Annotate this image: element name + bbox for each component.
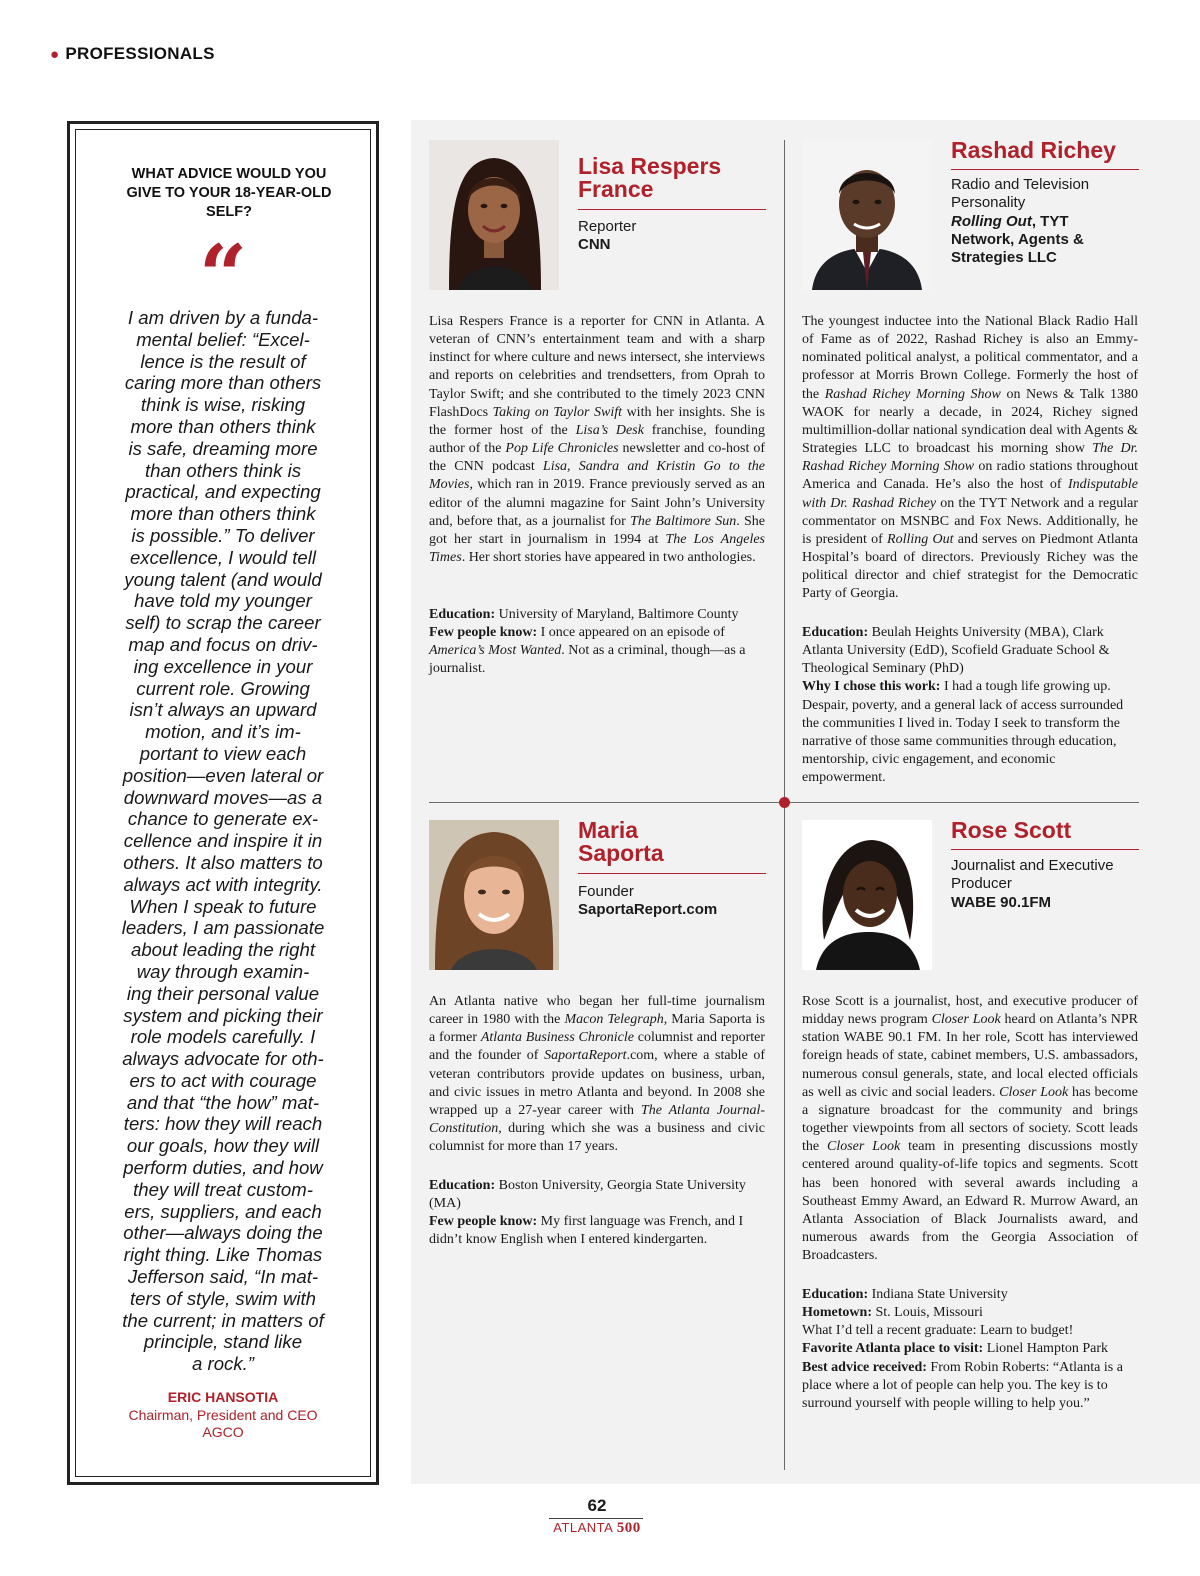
- fact-item: [802, 1359, 1138, 1413]
- profile-role-maria: [578, 883, 717, 920]
- fact-label: Best advice received:: [802, 1359, 927, 1375]
- text-run: columnist and reporter and the founder of: [429, 1030, 765, 1064]
- italic-title: Macon Telegraph: [564, 1012, 664, 1028]
- quote-line: leaders, I am passionate: [121, 917, 325, 939]
- fact-item: [802, 678, 1138, 787]
- footer-brand: [0, 1520, 1194, 1537]
- role-org: [951, 213, 1089, 231]
- quote-line: ing excellence in your: [133, 655, 313, 677]
- italic-title: Pop Life Chronicles: [505, 441, 619, 457]
- profile-bio-rose: [802, 993, 1138, 1265]
- italic-title: Rolling Out: [887, 531, 954, 547]
- quote-line: motion, and it’s im-: [145, 721, 301, 743]
- italic-title: The Los Angeles Times: [429, 531, 765, 566]
- quote-line: downward moves—as a: [123, 786, 323, 808]
- profile-photo-lisa: [429, 140, 559, 290]
- name-line: Lisa Respers: [578, 153, 722, 179]
- profile-bio-rashad: [802, 313, 1138, 604]
- italic-title: Closer Look: [999, 1084, 1069, 1100]
- quote-line: than others think is: [144, 459, 302, 481]
- quote-line: Jefferson said, “In mat-: [127, 1266, 319, 1288]
- fact-label: Why I chose this work:: [802, 679, 941, 695]
- quote-line: lence is the result of: [140, 350, 306, 372]
- brand-text: ATLANTA: [553, 1520, 613, 1535]
- quote-line: ters of style, swim with: [130, 1287, 316, 1309]
- quote-line: position—even lateral or: [122, 764, 324, 786]
- text-run: team in presenting discussions mostly centered around quality-of-life topics and segments. Scott has been honored with several awards including a Southeast Emmy Award, an Edward R. Murrow Award, an Atlanta Association of Black Journalists award, and numerous awards from the Georgia Association of Broadcasters.: [802, 1139, 1138, 1264]
- text-run: with her insights. She is the former host of the: [429, 404, 765, 438]
- text-run: I had a tough life growing up. Despair, poverty, and a general lack of access surrounded the communities I lived in. Today I seek to transform the narrative of those same communities through education, mentorship, civic engagement, and economic empowerment.: [802, 679, 1124, 786]
- fact-label: Education:: [802, 625, 869, 640]
- fact-label: Few people know:: [429, 1214, 538, 1230]
- text-run: An Atlanta native who began her full-time journalism career in 1980 with the: [429, 994, 765, 1028]
- profile-role-lisa: [578, 218, 636, 255]
- fact-item: [802, 1304, 1138, 1322]
- quote-line: ers, suppliers, and each: [124, 1200, 322, 1222]
- quote-line: our goals, how they will: [126, 1135, 320, 1157]
- profile-name-maria: [578, 819, 664, 865]
- quote-author-title: [76, 1407, 370, 1441]
- italic-title: Rashad Richey Morning Show: [824, 386, 1001, 402]
- quote-line: always act with integrity.: [123, 873, 323, 895]
- text-run: Lisa Respers France is a reporter for CNN in Atlanta. A veteran of CNN’s entertainment team and with a sharp instinct for where culture and news intersect, she interviews and reports on celebrities and trendsetters, from Oprah to Taylor Swift; and she contributed to the timely 2023 CNN FlashDocs: [429, 314, 765, 420]
- text-run: , which ran in 2019. France previously served as an editor of the alumni magazine for Saint John’s University and, before that, as a journalist for: [429, 477, 765, 529]
- quote-line: cellence and inspire it in: [123, 830, 323, 852]
- italic-title: SaportaReport: [544, 1048, 627, 1064]
- profile-facts-rashad: [802, 624, 1138, 787]
- quote-line: about leading the right: [130, 939, 315, 961]
- quote-line: and that “the how” mat-: [126, 1091, 320, 1113]
- text-run: . Her short stories have appeared in two anthologies.: [461, 550, 756, 566]
- profile-bio-lisa: [429, 313, 765, 567]
- italic-title: The Atlanta Journal-Constitution: [429, 1102, 765, 1137]
- italic-title: Closer Look: [931, 1012, 1001, 1028]
- quote-line: portant to view each: [139, 742, 307, 764]
- fact-item: [802, 1322, 1138, 1340]
- quote-line: others. It also matters to: [123, 851, 323, 873]
- name-rule: [578, 873, 766, 874]
- text-run: , Maria Saporta is a former: [429, 1012, 766, 1046]
- name-line: France: [578, 176, 654, 202]
- text-run: newsletter and co-host of the CNN podcast: [429, 441, 765, 475]
- role-org-italic: Rolling Out: [951, 212, 1032, 230]
- sidebar-quote: [88, 307, 358, 1375]
- role-org: CNN: [578, 236, 611, 254]
- text-run: Lionel Hampton Park: [983, 1341, 1108, 1357]
- text-run: , during which she was a business and civic columnist for more than 17 years.: [429, 1121, 765, 1155]
- text-run: . She got her start in journalism in 1994 at: [429, 513, 765, 547]
- author-org-line: AGCO: [202, 1424, 244, 1440]
- quote-line: ers to act with courage: [129, 1069, 317, 1091]
- author-title-line: Chairman, President and CEO: [128, 1407, 318, 1423]
- quote-line: practical, and expecting: [125, 481, 321, 503]
- role-title: Radio and Television: [951, 176, 1090, 193]
- text-run: The youngest inductee into the National Black Radio Hall of Fame as of 2022, Rashad Richey is also an Emmy-nominated political analyst, a political commentator, and a professor at Morris Brown College. Formerly the host of the: [802, 314, 1138, 402]
- italic-title: Lisa’s Desk: [575, 422, 644, 438]
- text-run: on the TYT Network and a regular commentator on MSNBC and Fox News. Additionally, he is president of: [802, 495, 1138, 547]
- fact-label: Favorite Atlanta place to visit:: [802, 1341, 984, 1357]
- brand-number: 500: [616, 1520, 641, 1536]
- quote-line: more than others think: [130, 415, 316, 437]
- text-run: What I’d tell a recent graduate: Learn to budget!: [802, 1323, 1074, 1339]
- italic-title: The Baltimore Sun: [630, 513, 737, 529]
- role-org-rest: , TYT: [1031, 212, 1069, 230]
- fact-label: Few people know:: [429, 625, 538, 641]
- fact-label: Hometown:: [802, 1305, 872, 1321]
- fact-item: [429, 1177, 765, 1213]
- fact-item: [802, 1340, 1138, 1358]
- quote-line: self) to scrap the career: [125, 612, 321, 634]
- quote-line: perform duties, and how: [123, 1157, 323, 1179]
- text-run: St. Louis, Missouri: [872, 1305, 983, 1321]
- quote-line: the current; in matters of: [122, 1309, 324, 1331]
- text-run: heard on Atlanta’s NPR station WABE 90.1 FM. In her role, Scott has interviewed foreign heads of state, cabinet members, U.S. ambassadors, numerous consul generals, state, and local elected officials as well as civic and social leaders.: [802, 1012, 1138, 1100]
- bullet-icon: ●: [50, 46, 60, 63]
- profile-bio-maria: [429, 993, 765, 1156]
- fact-item: [802, 1286, 1138, 1304]
- quote-line: more than others think: [130, 503, 316, 525]
- italic-title: Indisputable with Dr. Rashad Richey: [802, 477, 1138, 511]
- italic-title: America’s Most Wanted: [429, 643, 562, 659]
- quote-line: caring more than others: [124, 372, 322, 394]
- profile-photo-rashad: [802, 140, 932, 290]
- quote-line: current role. Growing: [136, 677, 310, 699]
- portrait-man-suit-icon: [802, 140, 932, 290]
- quote-line: always advocate for oth-: [122, 1048, 324, 1070]
- italic-title: Atlanta Business Chronicle: [480, 1030, 635, 1046]
- profile-name-rose: Rose Scott: [951, 817, 1072, 843]
- fact-item: [802, 624, 1138, 678]
- quote-line: is possible.” To deliver: [131, 524, 315, 546]
- italic-title: Taking on Taylor Swift: [492, 404, 623, 420]
- sidebar-heading: WHAT ADVICE WOULD YOU GIVE TO YOUR 18-YEAR-OLD SELF?: [126, 166, 332, 220]
- text-run: From Robin Roberts: “Atlanta is a place where a lot of people can help you. The key is to surround yourself with people willing to help you.”: [802, 1359, 1123, 1411]
- role-title: Reporter: [578, 218, 637, 235]
- quote-line: have told my younger: [134, 590, 312, 612]
- profile-photo-rose: [802, 820, 932, 970]
- role-org: Strategies LLC: [951, 249, 1057, 267]
- text-run: on News & Talk 1380 WAOK for nearly a decade, in 2024, Richey signed multimillion-dollar national syndication deal with Agents & Strategies LLC to broadcast his morning show: [802, 386, 1139, 457]
- quote-line: right thing. Like Thomas: [123, 1244, 323, 1266]
- portrait-woman-dark-hair-icon: [429, 140, 559, 290]
- quote-line: is safe, dreaming more: [128, 437, 318, 459]
- text-run: Beulah Heights University (MBA), Clark Atlanta University (EdD), Scofield Graduate School & Theological Seminary (PhD): [802, 625, 1110, 677]
- advice-sidebar-inner: [75, 129, 371, 1477]
- quote-line: young talent (and would: [124, 568, 322, 590]
- name-rule: [578, 209, 766, 210]
- quote-line: role models carefully. I: [130, 1026, 316, 1048]
- text-run: University of Maryland, Baltimore County: [495, 607, 739, 622]
- quote-line: excellence, I would tell: [129, 546, 317, 568]
- profile-role-rose: [951, 857, 1114, 912]
- quote-line: they will treat custom-: [133, 1178, 313, 1200]
- quote-line: system and picking their: [123, 1004, 323, 1026]
- name-rule: [951, 169, 1139, 170]
- advice-sidebar: [67, 121, 379, 1485]
- text-run: I once appeared on an episode of: [537, 625, 725, 641]
- text-run: Indiana State University: [868, 1287, 1008, 1302]
- text-run: and serves on Piedmont Atlanta Hospital’s board of directors. Previously Richey was the political director and chief strategist for the Democratic Party of Georgia.: [802, 531, 1138, 602]
- quote-line: map and focus on driv-: [128, 633, 318, 655]
- text-run: Rose Scott is a journalist, host, and executive producer of midday news program: [802, 994, 1138, 1028]
- text-run: on radio stations throughout America and Canada. He’s also the host of: [802, 459, 1138, 493]
- quote-line: chance to generate ex-: [127, 808, 319, 830]
- text-run: franchise, founding author of the: [429, 422, 765, 457]
- quote-line: mental belief: “Excel-: [136, 328, 310, 350]
- fact-item: [429, 1213, 765, 1249]
- text-run: My first language was French, and I didn’t know English when I entered kindergarten.: [429, 1214, 744, 1248]
- fact-label: Education:: [429, 1178, 496, 1193]
- quote-line: way through examin-: [136, 960, 310, 982]
- text-run: .com, where a stable of veteran contributors provide updates on business, urban, and civic issues in metro Atlanta and beyond. In 2008 she wrapped up a 27-year career with: [429, 1048, 765, 1118]
- profile-photo-maria: [429, 820, 559, 970]
- divider-dot-icon: [779, 797, 790, 808]
- italic-title: Lisa, Sandra and Kristin Go to the Movies: [429, 459, 765, 493]
- role-org: Network, Agents &: [951, 230, 1084, 248]
- text-run: . Not as a criminal, though—as a journalist.: [429, 643, 746, 677]
- quote-author: ERIC HANSOTIA: [167, 1389, 279, 1405]
- fact-item: [429, 606, 765, 624]
- name-line: Saporta: [578, 840, 664, 866]
- name-line: Maria: [578, 817, 639, 843]
- role-title: Personality: [951, 194, 1026, 212]
- portrait-woman-locs-icon: [802, 820, 932, 970]
- italic-title: Closer Look: [827, 1139, 901, 1155]
- text-run: Boston University, Georgia State University (MA): [429, 1178, 746, 1212]
- role-title: Founder: [578, 883, 634, 900]
- profile-role-rashad: [951, 176, 1089, 267]
- fact-item: [429, 624, 765, 678]
- text-run: has become a signature broadcast for the community and brings together viewpoints from all sectors of society. Scott leads the: [802, 1084, 1138, 1155]
- role-title: Producer: [951, 875, 1012, 893]
- section-label: PROFESSIONALS: [65, 44, 215, 63]
- fact-label: Education:: [429, 607, 496, 622]
- quote-line: When I speak to future: [129, 895, 317, 917]
- role-org: SaportaReport.com: [578, 901, 718, 919]
- quote-line: a rock.”: [192, 1353, 254, 1375]
- page-number: 62: [587, 1496, 607, 1515]
- portrait-woman-curly-hair-icon: [429, 820, 559, 970]
- profile-facts-rose: [802, 1286, 1138, 1413]
- fact-label: Education:: [802, 1287, 869, 1302]
- quote-line: ters: how they will reach: [123, 1113, 323, 1135]
- quote-mark-icon: “: [198, 226, 248, 325]
- profile-name-rashad: Rashad Richey: [951, 137, 1116, 163]
- quote-line: isn’t always an upward: [129, 699, 317, 721]
- profile-name-lisa: [578, 155, 721, 201]
- role-title: Journalist and Executive: [951, 857, 1114, 874]
- name-rule: [951, 849, 1139, 850]
- role-org: WABE 90.1FM: [951, 893, 1052, 911]
- quote-line: principle, stand like: [143, 1331, 303, 1353]
- italic-title: The Dr. Rashad Richey Morning Show: [802, 441, 1138, 475]
- quote-line: I am driven by a funda-: [127, 307, 319, 328]
- quote-line: other—always doing the: [123, 1222, 323, 1244]
- profile-facts-maria: [429, 1177, 765, 1250]
- profile-facts-lisa: [429, 606, 765, 679]
- quote-line: think is wise, risking: [140, 394, 306, 416]
- footer-rule: [549, 1518, 643, 1519]
- section-tag: [50, 44, 215, 64]
- quote-line: ing their personal value: [126, 982, 320, 1004]
